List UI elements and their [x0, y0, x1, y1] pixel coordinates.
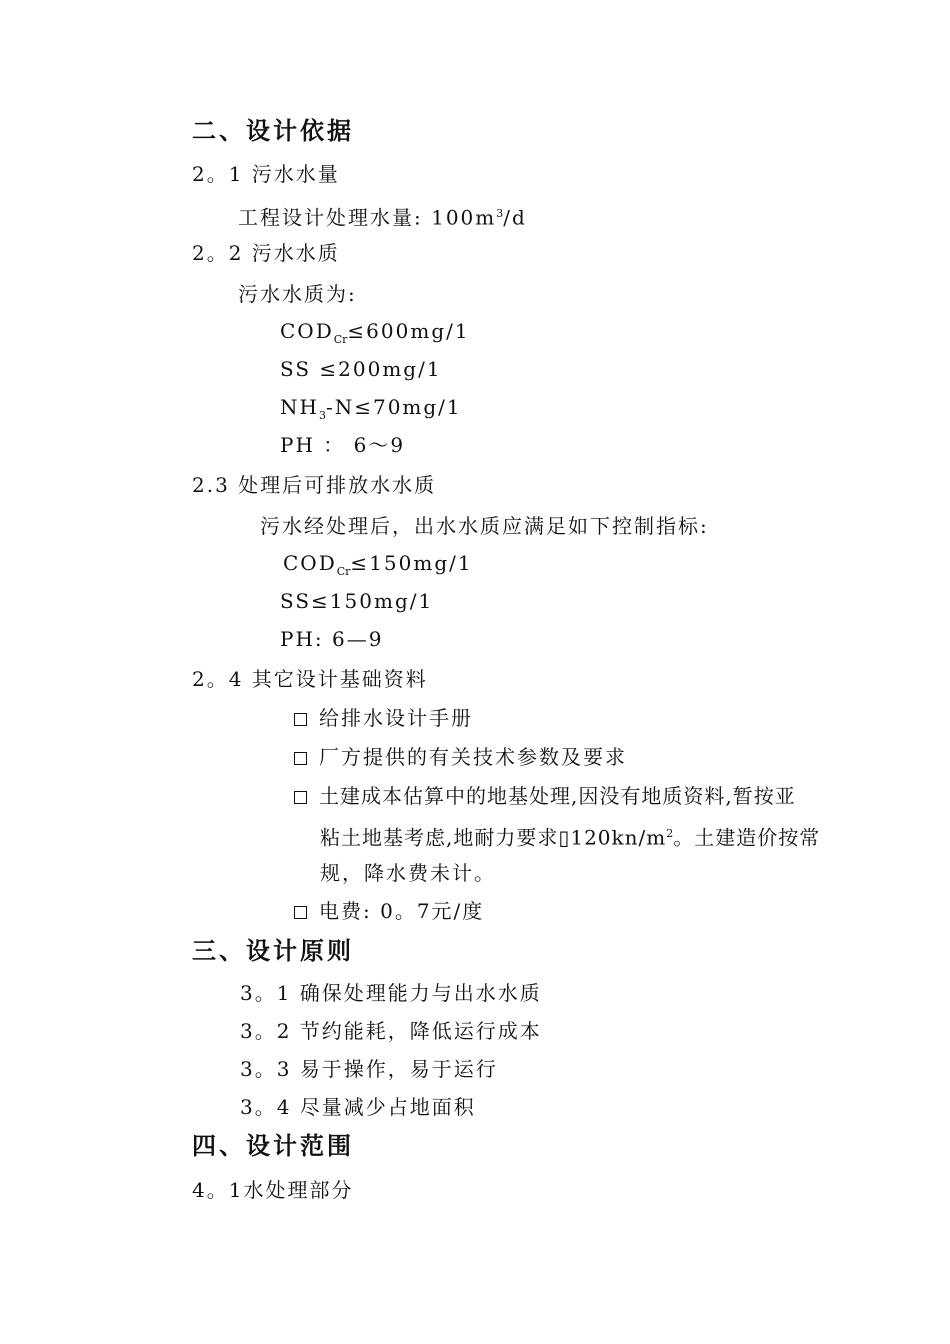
effluent-cod-value: ≤150mg/1 [350, 551, 473, 575]
section-2-4-title: 2。4 其它设计基础资料 [192, 667, 428, 691]
checkbox-icon [294, 791, 307, 804]
influent-cod-label: COD [280, 319, 334, 343]
principle-1: 3。1 确保处理能力与出水水质 [240, 981, 542, 1005]
influent-ph: PH ： 6～9 [280, 433, 406, 457]
influent-quality-intro: 污水水质为: [238, 282, 357, 306]
effluent-cod-label: COD [283, 551, 337, 575]
basis-item-4 [294, 898, 484, 924]
basis-item-2-text: 厂方提供的有关技术参数及要求 [319, 745, 627, 769]
basis-item-1-text: 给排水设计手册 [319, 706, 473, 730]
basis-item-1 [294, 705, 473, 731]
section-4-heading: 四、设计范围 [192, 1131, 354, 1160]
basis-item-3-line2-sup: 2 [666, 827, 674, 840]
influent-nh3n-value: -N≤70mg/1 [325, 395, 462, 419]
influent-cod [280, 318, 470, 353]
design-water-volume-sup: 3 [496, 207, 504, 220]
section-4-1-title: 4。1水处理部分 [192, 1178, 354, 1202]
principle-4: 3。4 尽量减少占地面积 [240, 1095, 476, 1119]
effluent-quality-intro: 污水经处理后，出水水质应满足如下控制指标: [260, 514, 709, 538]
basis-item-4-text: 电费: 0。7元/度 [319, 899, 485, 923]
effluent-cod-sub: Cr [336, 565, 351, 578]
basis-item-3-line2 [320, 821, 820, 851]
design-water-volume [238, 201, 527, 231]
basis-item-2 [294, 744, 627, 770]
section-2-3-title: 2.3 处理后可排放水水质 [192, 473, 437, 497]
checkbox-icon [294, 906, 307, 919]
section-3-heading: 三、设计原则 [192, 936, 354, 965]
design-water-volume-text: 工程设计处理水量: 100m [238, 205, 497, 230]
influent-ss: SS ≤200mg/1 [280, 357, 442, 381]
principle-2: 3。2 节约能耗，降低运行成本 [240, 1019, 542, 1043]
basis-item-3-line2-text: 粘土地基考虑,地耐力要求▯120kn/m [320, 825, 667, 850]
effluent-cod [283, 550, 473, 585]
principle-3: 3。3 易于操作，易于运行 [240, 1057, 498, 1081]
section-2-2-title: 2。2 污水水质 [192, 241, 340, 265]
checkbox-icon [294, 713, 307, 726]
influent-cod-value: ≤600mg/1 [347, 319, 470, 343]
influent-cod-sub: Cr [333, 333, 348, 346]
basis-item-3-line2-rest: 。土建造价按常 [673, 825, 821, 850]
influent-nh3n-label: NH [280, 395, 319, 419]
section-2-heading: 二、设计依据 [192, 116, 354, 145]
design-water-volume-unit: /d [503, 205, 527, 230]
section-2-1-title: 2。1 污水水量 [192, 162, 340, 186]
basis-item-3-line3: 规，降水费未计。 [320, 861, 496, 885]
basis-item-3 [294, 783, 796, 809]
influent-nh3n [280, 394, 462, 429]
basis-item-3-line1: 土建成本估算中的地基处理,因没有地质资料,暂按亚 [319, 784, 796, 808]
checkbox-icon [294, 752, 307, 765]
effluent-ph: PH: 6—9 [280, 627, 384, 651]
effluent-ss: SS≤150mg/1 [280, 589, 434, 613]
influent-nh3n-sub: 3 [318, 409, 326, 422]
